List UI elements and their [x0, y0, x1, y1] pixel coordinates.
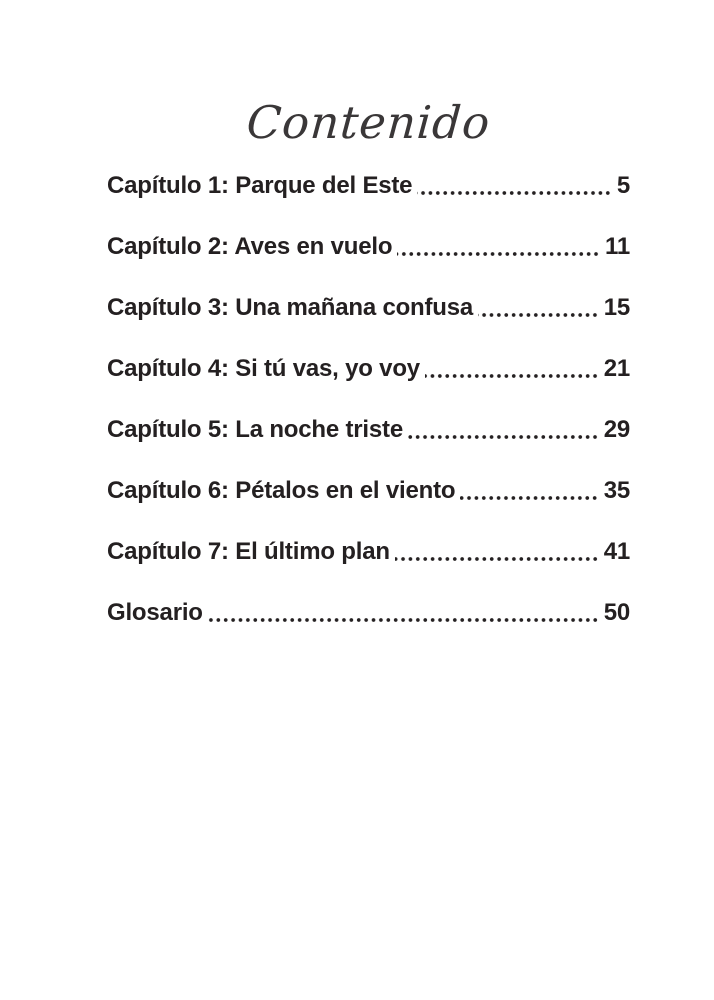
toc-entry [107, 599, 630, 627]
toc-entry-page: 35 [603, 477, 630, 504]
toc-list [107, 172, 630, 627]
toc-leader-dots [425, 374, 599, 378]
toc-leader-dots [208, 618, 599, 622]
toc-entry [107, 416, 630, 444]
toc-entry [107, 172, 630, 200]
toc-entry [107, 233, 630, 261]
toc-entry-page: 41 [603, 538, 630, 565]
toc-entry [107, 355, 630, 383]
toc-entry [107, 477, 630, 505]
toc-entry-label: Capítulo 6: Pétalos en el viento [107, 477, 456, 504]
toc-entry [107, 538, 630, 566]
toc-entry-label: Capítulo 1: Parque del Este [107, 172, 413, 199]
toc-entry-label: Capítulo 7: El último plan [107, 538, 390, 565]
toc-entry-page: 11 [605, 233, 630, 260]
toc-entry-label: Capítulo 3: Una mañana confusa [107, 294, 474, 321]
toc-entry [107, 294, 630, 322]
toc-entry-page: 21 [603, 355, 630, 382]
toc-leader-dots [478, 313, 599, 317]
toc-entry-label: Capítulo 4: Si tú vas, yo voy [107, 355, 420, 382]
toc-entry-label: Capítulo 5: La noche triste [107, 416, 403, 443]
toc-entry-page: 15 [603, 294, 630, 321]
page-title: Contenido [244, 96, 493, 149]
toc-entry-page: 50 [603, 599, 630, 626]
toc-leader-dots [417, 191, 612, 195]
toc-leader-dots [460, 496, 598, 500]
toc-leader-dots [408, 435, 599, 439]
toc-entry-label: Glosario [107, 599, 203, 626]
toc-entry-page: 29 [603, 416, 630, 443]
toc-entry-page: 5 [616, 172, 630, 199]
toc-leader-dots [395, 557, 599, 561]
toc-leader-dots [397, 252, 600, 256]
toc-entry-label: Capítulo 2: Aves en vuelo [107, 233, 393, 260]
